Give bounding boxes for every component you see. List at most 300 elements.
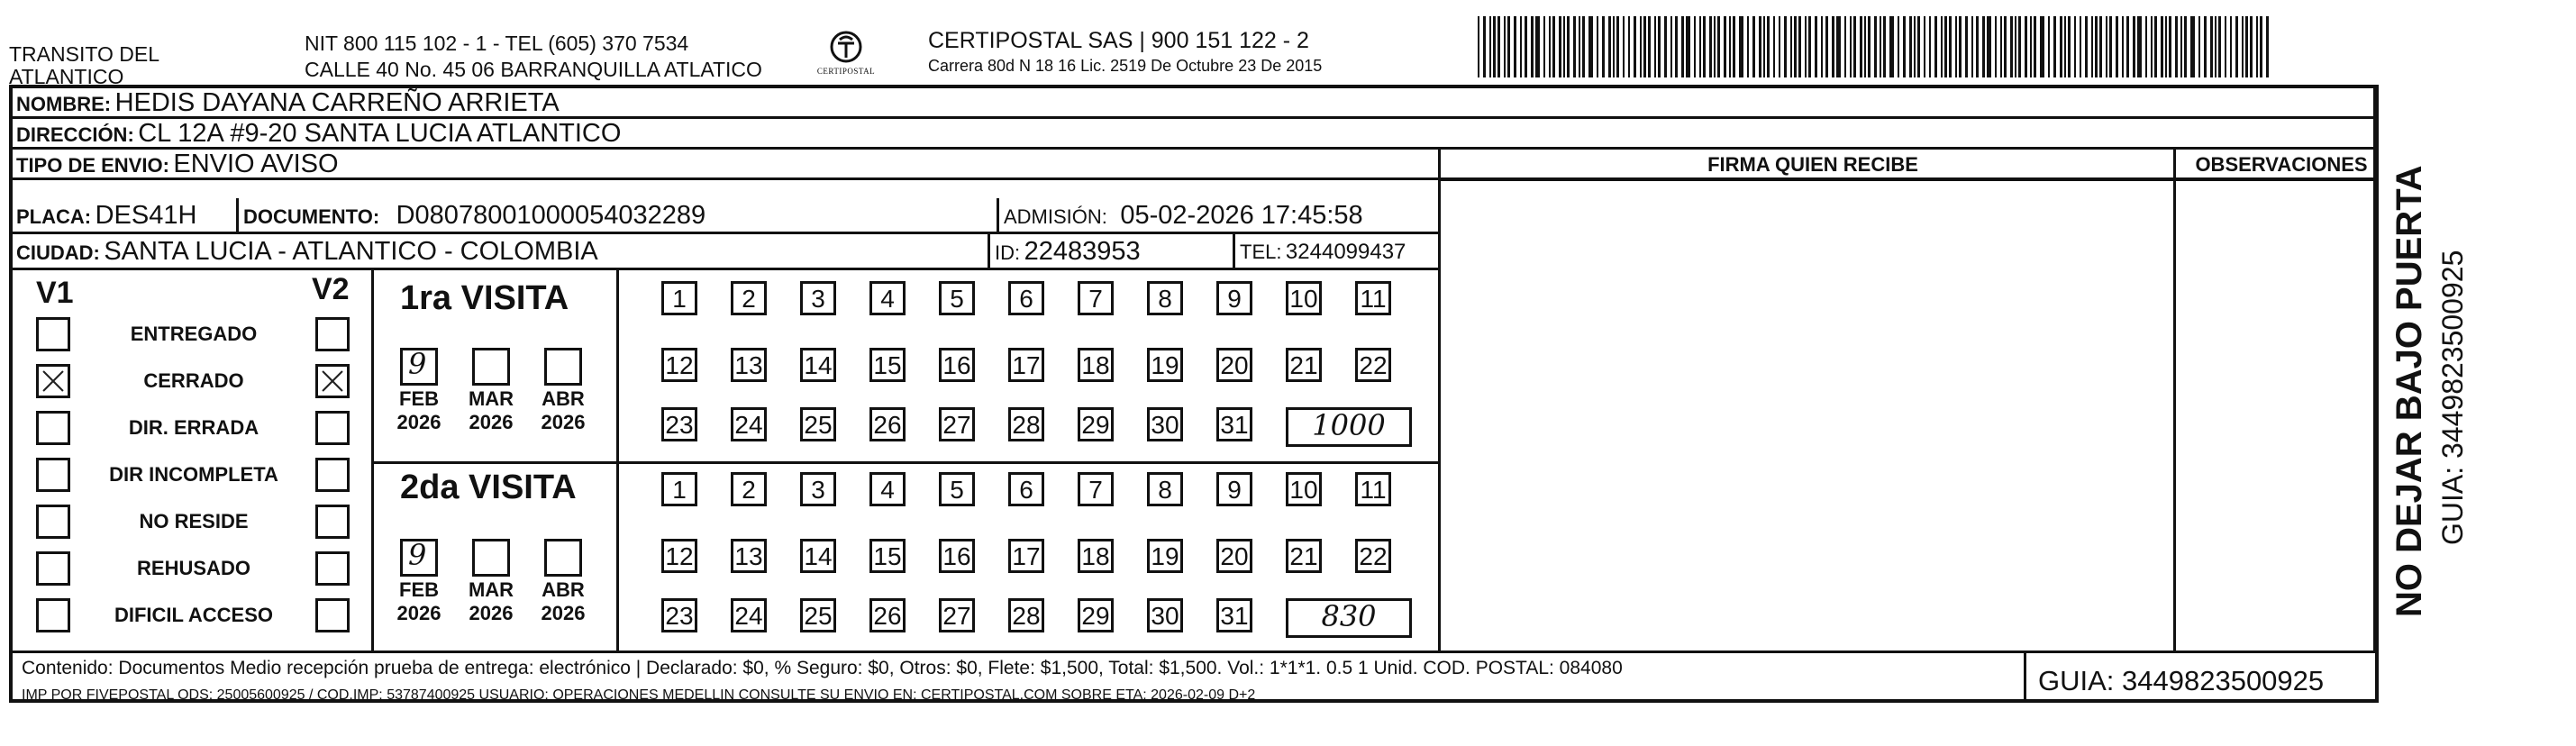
check-mark-icon [39,367,68,396]
day-box[interactable]: 9 [1216,472,1252,506]
day-box[interactable]: 24 [731,598,767,632]
org-line-1: TRANSITO DEL [9,42,159,66]
barcode-bar [1552,16,1555,77]
courier-info [928,27,1433,77]
day-box[interactable]: 8 [1147,472,1183,506]
barcode-bar [2230,16,2232,77]
barcode-bar [2210,16,2213,77]
day-box[interactable]: 6 [1008,281,1044,315]
courier-line-1: CERTIPOSTAL SAS | 900 151 122 - 2 [928,28,1309,53]
barcode-bar [2126,16,2129,77]
barcode-bar [1815,16,1817,77]
barcode-bar [2025,16,2027,77]
barcode-bar [2015,16,2016,77]
barcode-bar [2080,16,2081,77]
status-label: REHUSADO [137,557,250,579]
barcode-bar [1504,16,1506,77]
footer-divider [13,650,2375,653]
barcode-bar [1971,16,1973,77]
barcode-bar [2169,16,2171,77]
day-box[interactable]: 9 [1216,281,1252,315]
barcode-bar [1597,16,1598,77]
barcode-bar [1703,16,1706,77]
day-box[interactable]: 15 [869,348,906,382]
barcode-bar [1784,16,1787,77]
barcode-bar [1917,16,1920,77]
v1-checkbox[interactable] [36,551,70,586]
barcode-bar [2000,16,2002,77]
barcode-bar [1903,16,1906,77]
barcode-bar [1525,16,1527,77]
status-label: DIR INCOMPLETA [109,463,278,486]
barcode-bar [2099,16,2102,77]
barcode-bar [1567,16,1570,77]
barcode-bar [1821,16,1823,77]
barcode-bar [1790,16,1792,77]
barcode-bar [2165,16,2167,77]
barcode-bar [1883,16,1886,77]
barcode-bar [2154,16,2157,77]
barcode-bar [1549,16,1551,77]
barcode-bar [1579,16,1580,77]
id-value: 22483953 [1024,237,1141,266]
barcode-bar [1898,16,1899,77]
barcode-bar [1608,16,1611,77]
v2-checkbox[interactable] [315,458,350,492]
day-box[interactable]: 10 [1286,281,1322,315]
day-box[interactable]: 31 [1216,407,1252,441]
month-year: 2026 [469,411,514,433]
barcode-bar [1709,16,1712,77]
time-box[interactable] [1286,407,1412,447]
day-box[interactable]: 28 [1008,407,1044,441]
day-box[interactable]: 4 [869,281,906,315]
barcode-bar [1670,16,1672,77]
barcode-bar [1520,16,1522,77]
day-box[interactable]: 26 [869,598,906,632]
barcode-bar [1602,16,1605,77]
barcode-bar [1805,16,1807,77]
v2-checkbox[interactable] [315,364,350,398]
barcode-bar [1924,16,1925,77]
day-box[interactable]: 5 [939,472,975,506]
footer-guia-divider [2024,650,2026,701]
footer-content: Contenido: Documentos Medio recepción prueba de entrega: electrónico | Declarado: $0, % Seguro: $0, Otros: $0, Flete: $1,500, Total: $1,500. Vol.: 1*1*1. 0.5 1 Unid. COD. POSTAL: 084080 [22,658,1623,678]
time-box[interactable] [1286,598,1412,638]
org-name [9,43,279,88]
barcode-bar [2060,16,2062,77]
month-handwritten-mark: 9 [408,538,427,572]
barcode-bar [2085,16,2088,77]
row-placa [13,198,1440,234]
status-label: DIR. ERRADA [128,416,259,439]
barcode-bar [1634,16,1636,77]
day-box[interactable]: 27 [939,598,975,632]
day-box[interactable]: 26 [869,407,906,441]
day-box[interactable]: 30 [1147,598,1183,632]
barcode-bar [2260,16,2262,77]
barcode-bar [1929,16,1931,77]
barcode-bar [2004,16,2007,77]
barcode-bar [2034,16,2036,77]
barcode-bar [1483,16,1486,77]
day-box[interactable]: 28 [1008,598,1044,632]
footer-print-info: IMP POR FIVEPOSTAL ODS: 25005600925 / COD.IMP: 53787400925 USUARIO: OPERACIONES MEDELLIN CONSULTE SU ENVIO EN: CERTIPOSTAL.COM SOBRE ETA: 2026-02-09 D+2 [22,687,1256,703]
barcode-bar [1681,16,1684,77]
day-box[interactable]: 14 [800,348,836,382]
month-label [532,387,595,434]
day-box[interactable]: 11 [1355,472,1391,506]
barcode-bar [2242,16,2244,77]
barcode-bar [1582,16,1585,77]
right-divider [2373,88,2376,650]
month-label [460,387,523,434]
day-box[interactable]: 20 [1216,539,1252,573]
day-box[interactable]: 21 [1286,539,1322,573]
side-guia: GUIA: 3449823500925 [2436,250,2469,545]
barcode-bar [1733,16,1735,77]
day-box[interactable]: 27 [939,407,975,441]
month-checkbox[interactable] [472,348,510,386]
month-year: 2026 [541,602,586,624]
id-label: ID: [995,241,1021,264]
day-box[interactable]: 21 [1286,348,1322,382]
barcode-bar [1965,16,1968,77]
day-box[interactable]: 16 [939,539,975,573]
barcode-bar [1654,16,1656,77]
month-label [387,578,451,625]
day-box[interactable]: 1 [661,472,697,506]
barcode-bar [1588,16,1593,77]
day-box[interactable]: 13 [731,539,767,573]
courier-line-2: Carrera 80d N 18 16 Lic. 2519 De Octubre 23 De 2015 [928,57,1323,75]
day-box[interactable]: 31 [1216,598,1252,632]
barcode-bar [2204,16,2207,77]
ciudad-label: CIUDAD: [16,241,100,264]
barcode-bar [2010,16,2013,77]
barcode-bar [2145,16,2147,77]
side-warning: NO DEJAR BAJO PUERTA [2389,165,2429,617]
v1-checkbox[interactable] [36,364,70,398]
barcode-bar [1686,16,1690,77]
admision-value: 05-02-2026 17:45:58 [1120,201,1363,230]
month-year: 2026 [396,411,441,433]
barcode-bar [1825,16,1828,77]
month-name: ABR [542,578,585,601]
barcode-bar [2245,16,2248,77]
row-ciudad [13,234,1440,270]
barcode-bar [1497,16,1500,77]
day-box[interactable]: 4 [869,472,906,506]
day-box[interactable]: 15 [869,539,906,573]
barcode-bar [1864,16,1866,77]
v2-checkbox[interactable] [315,598,350,632]
admision-label: ADMISIÓN: [1004,205,1107,228]
barcode-bar [1648,16,1651,77]
nombre-label: NOMBRE: [16,93,112,115]
barcode-bar [1889,16,1894,77]
documento-label: DOCUMENTO: [243,205,380,228]
day-box[interactable]: 6 [1008,472,1044,506]
day-box[interactable]: 19 [1147,348,1183,382]
day-box[interactable]: 3 [800,472,836,506]
barcode-bar [1640,16,1642,77]
barcode-bar [2048,16,2050,77]
v1-checkbox[interactable] [36,411,70,445]
barcode-bar [1628,16,1630,77]
direccion-value: CL 12A #9-20 SANTA LUCIA ATLANTICO [138,119,622,147]
status-label: DIFICIL ACCESO [114,604,273,626]
barcode-bar [1995,16,1997,77]
barcode-bar [1798,16,1801,77]
month-checkbox[interactable] [544,348,582,386]
barcode-bar [2040,16,2044,77]
day-box[interactable]: 7 [1078,472,1114,506]
v1-checkbox[interactable] [36,505,70,539]
status-label: CERRADO [143,369,244,392]
barcode-bar [1531,16,1534,77]
day-box[interactable]: 13 [731,348,767,382]
barcode-bar [2225,16,2226,77]
barcode-bar [1563,16,1565,77]
month-checkbox[interactable] [472,539,510,577]
day-box[interactable]: 2 [731,472,767,506]
month-name: FEB [399,578,439,601]
barcode-bar [1739,16,1743,77]
day-box[interactable]: 12 [661,348,697,382]
barcode-bar [2068,16,2071,77]
barcode-bar [1616,16,1619,77]
barcode-bar [2053,16,2056,77]
direccion-label: DIRECCIÓN: [16,123,134,146]
barcode-bar [1623,16,1625,77]
barcode-bar [2161,16,2163,77]
barcode-bar [1699,16,1701,77]
v1-checkbox[interactable] [36,598,70,632]
barcode-bar [2266,16,2269,77]
barcode-bar [1658,16,1661,77]
barcode-bar [2218,16,2221,77]
month-label [460,578,523,625]
day-box[interactable]: 25 [800,598,836,632]
v2-checkbox[interactable] [315,551,350,586]
day-box[interactable]: 29 [1078,598,1114,632]
status-label: NO RESIDE [139,510,249,532]
barcode-bar [1489,16,1491,77]
barcode-bar [1717,16,1720,77]
observaciones-divider [2173,150,2176,650]
barcode-bar [2250,16,2253,77]
footer-guia: GUIA: 3449823500925 [2038,665,2325,696]
logo-text: CERTIPOSTAL [816,67,876,76]
day-box[interactable]: 17 [1008,539,1044,573]
month-checkbox[interactable] [400,348,438,386]
barcode-bar [1724,16,1726,77]
barcode-bar [2091,16,2093,77]
day-box[interactable]: 23 [661,407,697,441]
documento-value: D08078001000054032289 [396,201,706,230]
barcode-bar [1880,16,1881,77]
day-box[interactable]: 22 [1355,348,1391,382]
barcode-bar [2030,16,2032,77]
v1-checkbox[interactable] [36,317,70,351]
v1-checkbox[interactable] [36,458,70,492]
barcode-bar [1832,16,1834,77]
day-box[interactable]: 22 [1355,539,1391,573]
barcode-bar [2133,16,2135,77]
month-checkbox[interactable] [400,539,438,577]
barcode-bar [2175,16,2178,77]
v2-checkbox[interactable] [315,317,350,351]
barcode-bar [1853,16,1856,77]
day-box[interactable]: 1 [661,281,697,315]
day-box[interactable]: 14 [800,539,836,573]
tipo-label: TIPO DE ENVIO: [16,154,169,177]
barcode-bar [1955,16,1957,77]
barcode-bar [1767,16,1770,77]
barcode-bar [1860,16,1862,77]
day-box[interactable]: 12 [661,539,697,573]
month-handwritten-mark: 9 [408,347,427,381]
barcode-bar [2106,16,2107,77]
day-box[interactable]: 25 [800,407,836,441]
firma-divider [1438,150,1441,650]
barcode-bar [2184,16,2187,77]
visit-divider [371,461,1440,464]
day-box[interactable]: 17 [1008,348,1044,382]
barcode-bar [1507,16,1510,77]
barcode-bar [1959,16,1962,77]
month-divider [616,270,619,650]
day-box[interactable]: 7 [1078,281,1114,315]
barcode-bar [2116,16,2118,77]
v2-label: V2 [312,272,350,306]
placa-value: DES41H [95,201,197,230]
barcode-bar [1643,16,1646,77]
day-box[interactable]: 3 [800,281,836,315]
month-year: 2026 [396,602,441,624]
barcode-bar [2215,16,2216,77]
barcode-bar [1874,16,1877,77]
row-nombre [13,88,2375,119]
barcode-bar [2018,16,2021,77]
barcode-bar [2190,16,2195,77]
day-box[interactable]: 5 [939,281,975,315]
check-mark-icon [318,367,347,396]
second-visit-title: 2da VISITA [400,469,577,506]
barcode-bar [2151,16,2153,77]
day-box[interactable]: 18 [1078,539,1114,573]
barcode-bar [1982,16,1985,77]
barcode-bar [1478,16,1479,77]
barcode-bar [1850,16,1852,77]
tipo-value: ENVIO AVISO [173,150,339,177]
org-line-2: ATLANTICO [9,65,124,88]
row-tipo [13,150,2375,180]
status-label: ENTREGADO [130,323,258,345]
day-box[interactable]: 29 [1078,407,1114,441]
nombre-value: HEDIS DAYANA CARREÑO ARRIETA [114,88,560,116]
barcode-bar [1675,16,1678,77]
time-handwritten: 1000 [1312,408,1386,442]
day-box[interactable]: 19 [1147,539,1183,573]
barcode-bar [1987,16,1991,77]
nit-line: NIT 800 115 102 - 1 - TEL (605) 370 7534 [305,32,689,55]
day-box[interactable]: 2 [731,281,767,315]
barcode-bar [1714,16,1716,77]
v2-checkbox[interactable] [315,411,350,445]
barcode [1478,16,2272,77]
address-line: CALLE 40 No. 45 06 BARRANQUILLA ATLATICO [305,58,762,81]
barcode-bar [1729,16,1731,77]
barcode-bar [1543,16,1545,77]
day-box[interactable]: 18 [1078,348,1114,382]
barcode-bar [1949,16,1952,77]
day-box[interactable]: 11 [1355,281,1391,315]
barcode-bar [1773,16,1775,77]
barcode-bar [2256,16,2258,77]
barcode-bar [2109,16,2112,77]
barcode-bar [1664,16,1667,77]
day-box[interactable]: 20 [1216,348,1252,382]
day-box[interactable]: 23 [661,598,697,632]
barcode-bar [1844,16,1846,77]
barcode-bar [2064,16,2066,77]
barcode-bar [1868,16,1871,77]
barcode-bar [2198,16,2200,77]
barcode-bar [1613,16,1615,77]
barcode-bar [1808,16,1811,77]
day-box[interactable]: 30 [1147,407,1183,441]
month-checkbox[interactable] [544,539,582,577]
month-year: 2026 [469,602,514,624]
barcode-bar [2122,16,2124,77]
day-box[interactable]: 8 [1147,281,1183,315]
status-divider [371,270,374,650]
month-label [387,387,451,434]
time-handwritten: 830 [1321,599,1377,633]
tel-value: 3244099437 [1285,240,1406,264]
month-name: MAR [468,578,514,601]
barcode-bar [1934,16,1937,77]
barcode-bar [1514,16,1516,77]
month-label [532,578,595,625]
day-box[interactable]: 16 [939,348,975,382]
v1-label: V1 [36,276,74,310]
barcode-bar [1573,16,1576,77]
barcode-bar [1763,16,1765,77]
tel-label: TEL: [1240,241,1282,263]
month-year: 2026 [541,411,586,433]
barcode-bar [1493,16,1496,77]
barcode-bar [2235,16,2238,77]
placa-label: PLACA: [16,205,92,228]
barcode-bar [1944,16,1947,77]
barcode-bar [1759,16,1761,77]
day-box[interactable]: 10 [1286,472,1322,506]
barcode-bar [1535,16,1540,77]
barcode-bar [1779,16,1780,77]
firma-label: FIRMA QUIEN RECIBE [1707,153,1918,176]
row-direccion [13,119,2375,150]
certipostal-logo-icon [809,27,883,81]
org-contact [305,31,809,83]
v2-checkbox[interactable] [315,505,350,539]
day-box[interactable]: 24 [731,407,767,441]
barcode-bar [1752,16,1755,77]
barcode-bar [2137,16,2142,77]
barcode-bar [1747,16,1749,77]
